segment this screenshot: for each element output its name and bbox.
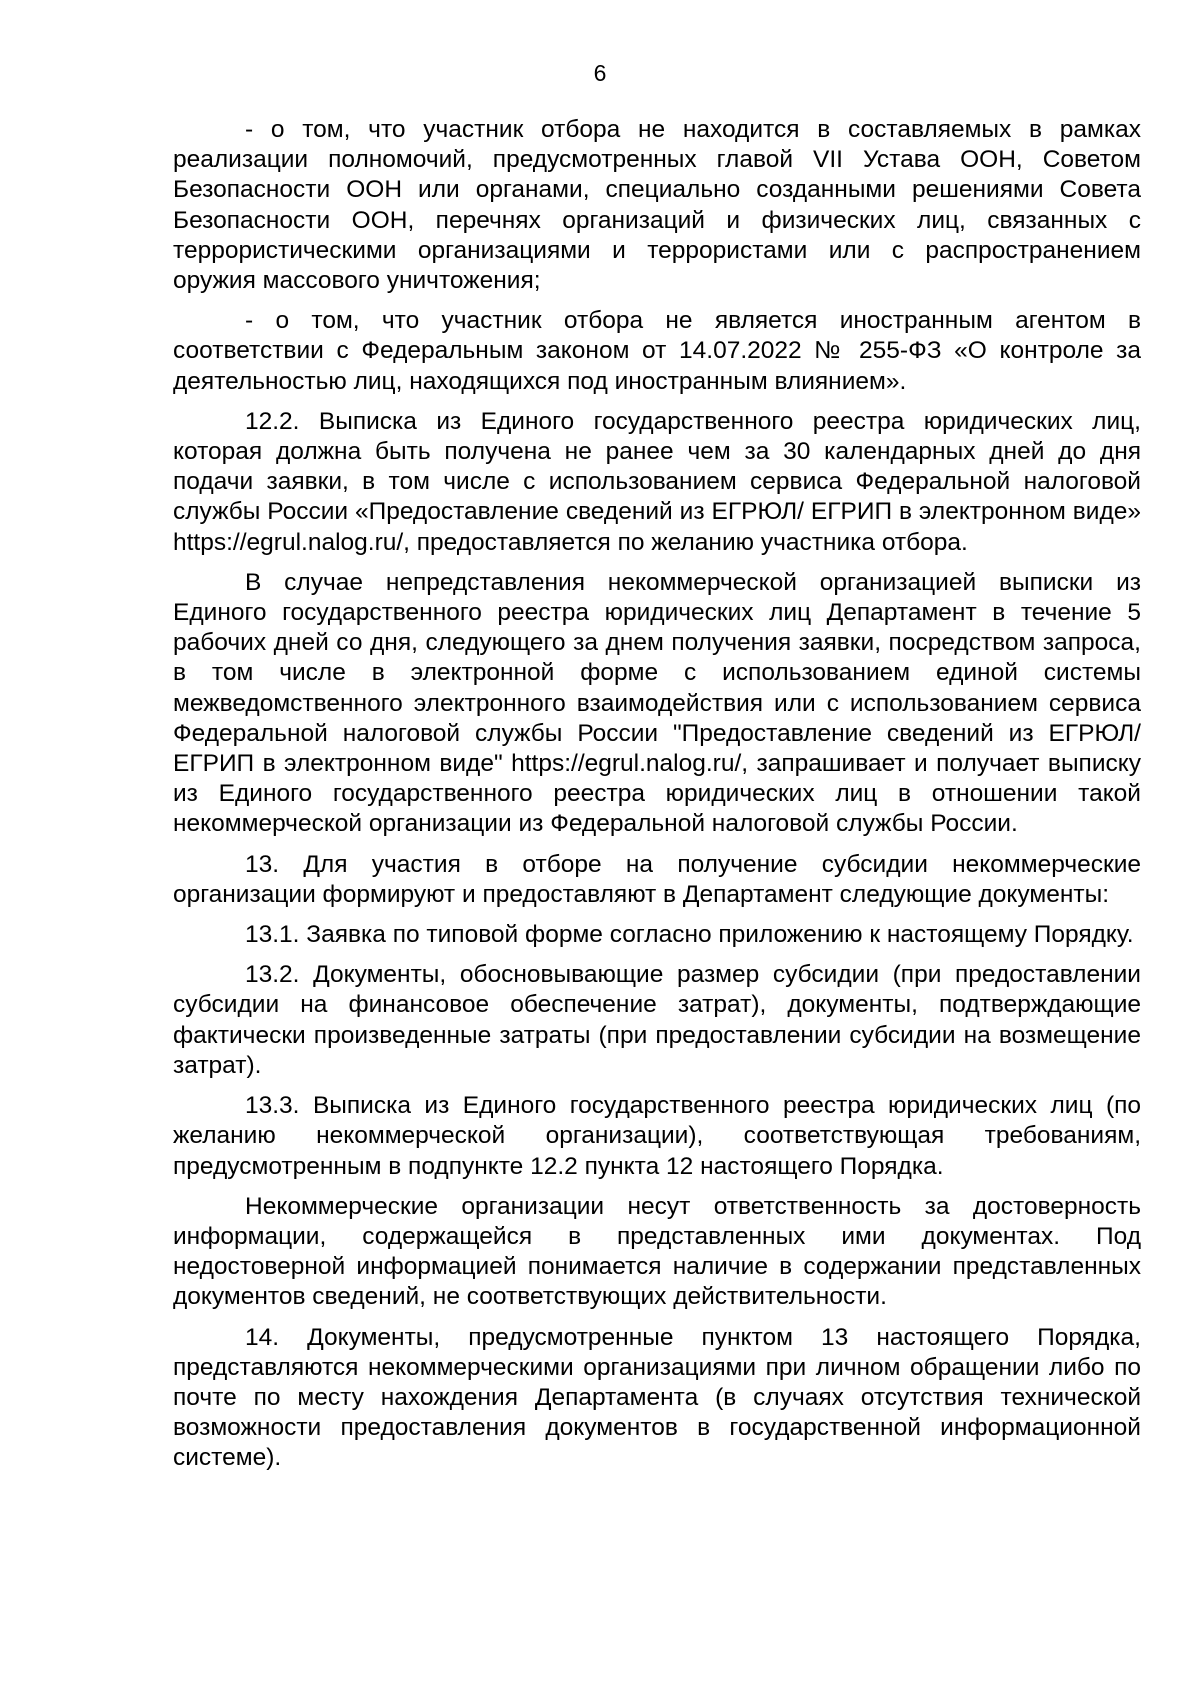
paragraph-13: 13. Для участия в отборе на получение субсидии некоммерческие организации формируют и предоставляют в Департамент следующие документы: [173,850,1141,908]
paragraph-13-2: 13.2. Документы, обосновывающие размер субсидии (при предоставлении субсидии на финансовое обеспечение затрат), документы, подтверждающие фактически произведенные затраты (при предоставлении субсидии на возмещение затрат). [173,961,1141,1079]
paragraph-foreign-agent: - о том, что участник отбора не является иностранным агентом в соответствии с Федеральным законом от 14.07.2022 № 255-ФЗ «О контроле за деятельностью лиц, находящихся под иностранным влиянием». [173,307,1141,395]
page-number: 6 [593,60,607,86]
paragraph-terrorist-lists: - о том, что участник отбора не находится в составляемых в рамках реализации полномочий, предусмотренных главой VII Устава ООН, Советом Безопасности ООН или органами, специально созданными решениями Совета Безопасности ООН, перечнях организаций и физических лиц, связанных с террористическими организациями и террористами или с распространением оружия массового уничтожения; [173,116,1141,295]
document-body [173,115,1141,1484]
paragraph-13-3: 13.3. Выписка из Единого государственного реестра юридических лиц (по желанию некоммерческой организации), соответствующая требованиям, предусмотренным в подпункте 12.2 пункта 12 настоящего Порядка. [173,1092,1141,1180]
paragraph-egrul-request: В случае непредставления некоммерческой организацией выписки из Единого государственного реестра юридических лиц Департамент в течение 5 рабочих дней со дня, следующего за днем получения заявки, посредством запроса, в том числе в электронной форме с использованием единой системы межведомственного электронного взаимодействия или с использованием сервиса Федеральной налоговой службы России "Предоставление сведений из ЕГРЮЛ/ ЕГРИП в электронном виде" https://egrul.nalog.ru/, запрашивает и получает выписку из Единого государственного реестра юридических лиц в отношении такой некоммерческой организации из Федеральной налоговой службы России. [173,568,1141,838]
paragraph-13-1: 13.1. Заявка по типовой форме согласно приложению к настоящему Порядку. [245,921,1134,949]
paragraph-12-2: 12.2. Выписка из Единого государственного реестра юридических лиц, которая должна быть получена не ранее чем за 30 календарных дней до дня подачи заявки, в том числе с использованием сервиса Федеральной налоговой службы России «Предоставление сведений из ЕГРЮЛ/ ЕГРИП в электронном виде» https://egrul.nalog.ru/, предоставляется по желанию участника отбора. [173,407,1141,556]
paragraph-14: 14. Документы, предусмотренные пунктом 13 настоящего Порядка, представляются некоммерческими организациями при личном обращении либо по почте по месту нахождения Департамента (в случаях отсутствия технической возможности предоставления документов в государственной информационной системе). [173,1323,1141,1472]
paragraph-responsibility: Некоммерческие организации несут ответственность за достоверность информации, содержащейся в представленных ими документах. Под недостоверной информацией понимается наличие в содержании представленных документов сведений, не соответствующих действительности. [173,1192,1141,1311]
